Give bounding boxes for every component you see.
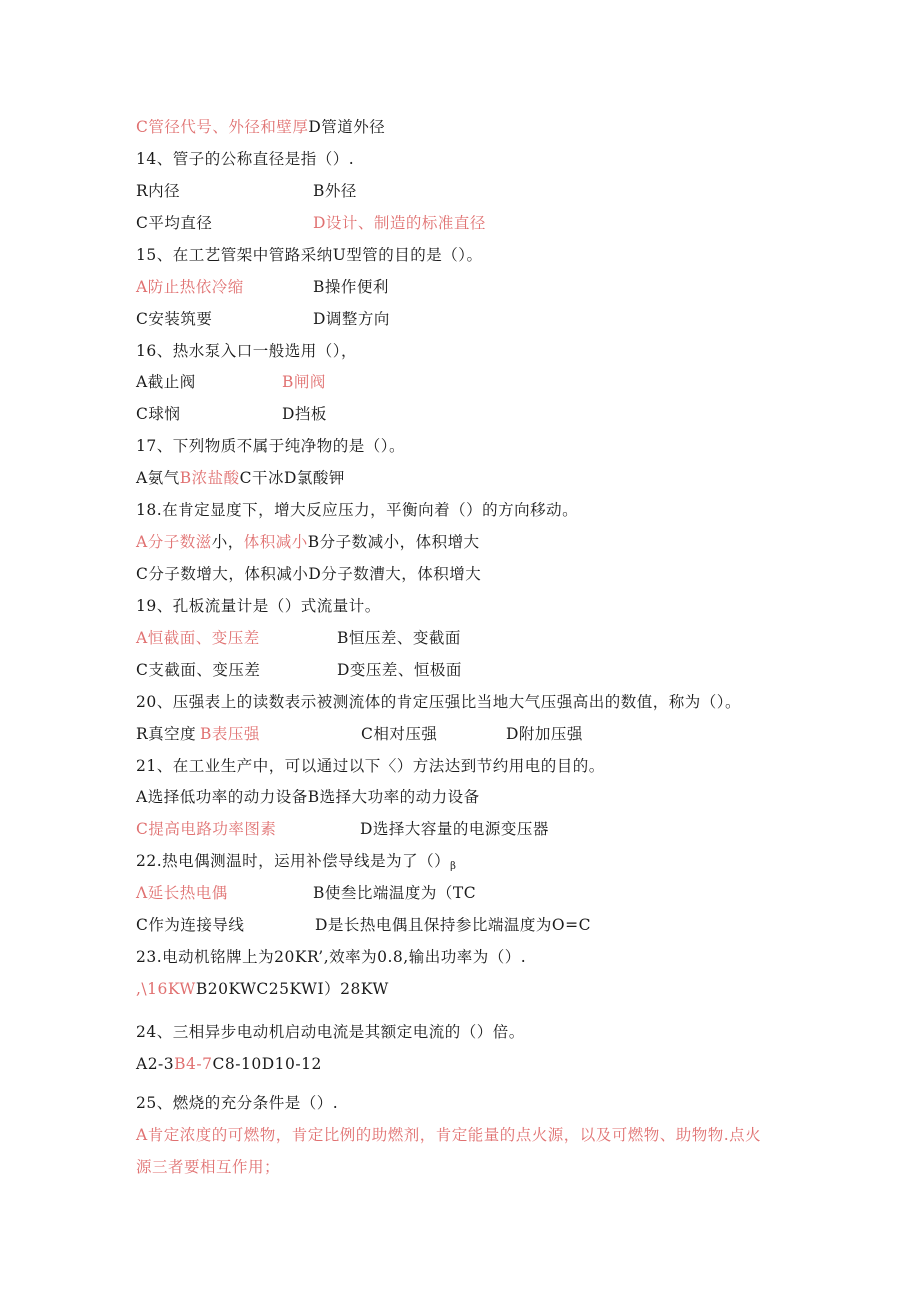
option-text: D调整方向: [313, 310, 390, 328]
question-15: [136, 245, 483, 265]
question-20: [136, 692, 741, 712]
answer-text: A分子数滋: [136, 533, 212, 551]
question-25: [136, 1093, 338, 1113]
question-22: [136, 851, 456, 877]
option-text: D选择大容量的电源变压器: [360, 820, 549, 838]
answer-text: D设计、制造的标准直径: [313, 214, 486, 232]
question-18: [136, 500, 578, 520]
option-text: R内径: [136, 182, 181, 200]
option-text: A选择低功率的动力设备B选择大功率的动力设备: [136, 788, 480, 806]
option-text: C作为连接导线: [136, 916, 245, 934]
option-text: D附加压强: [506, 725, 583, 743]
answer-text: C提高电路功率图素: [136, 820, 277, 838]
option-text: C相对压强: [361, 725, 438, 743]
answer-text: ,\16KW: [136, 980, 196, 998]
option-text: D管道外径: [308, 118, 386, 136]
question-21: [136, 756, 605, 776]
option-text: A截止阀: [136, 373, 196, 391]
answer-text: A肯定浓度的可燃物，肯定比例的助燃剂，肯定能量的点火源，以及可燃物、助物物.点火: [136, 1126, 762, 1144]
option-text: C分子数增大，体积减小D分子数漕大，体积增大: [136, 565, 482, 583]
option-text: D是长热电偶且保持参比端温度为O=C: [315, 916, 591, 934]
option-text: B操作便利: [313, 278, 389, 296]
answer-text: B浓盐酸: [179, 469, 240, 487]
option-text: C8-10D10-12: [212, 1055, 322, 1073]
options-q18-cd: [136, 564, 481, 584]
question-17: [136, 436, 405, 456]
option-text: C干冰D氯酸钾: [239, 469, 345, 487]
options-q24: [136, 1054, 322, 1074]
option-text: 小，: [211, 533, 244, 551]
option-text: B使叁比端温度为（TC: [313, 884, 477, 902]
answer-q25-line2: [136, 1157, 280, 1177]
option-text: R真空度: [136, 725, 197, 743]
answer-text: A防止热依冷缩: [136, 278, 244, 296]
options-q18-ab: [136, 532, 480, 552]
question-text: 25、燃烧的充分条件是（）.: [136, 1094, 339, 1112]
option-text: B分子数减小，体积增大: [307, 533, 480, 551]
option-text: A2-3: [136, 1055, 175, 1073]
answer-text: B表压强: [200, 725, 260, 743]
question-text: β: [450, 861, 457, 872]
option-text: D挡板: [282, 405, 327, 423]
question-text: 24、三相异步电动机启动电流是其额定电流的（）倍。: [136, 1023, 525, 1041]
option-text: C安装筑要: [136, 310, 213, 328]
question-16: [136, 341, 357, 361]
answer-q25-line1: [136, 1125, 761, 1145]
option-text: C球悯: [136, 405, 181, 423]
options-q23: [136, 979, 389, 999]
question-text: 17、下列物质不属于纯净物的是（）。: [136, 437, 405, 455]
answer-text: 源三者要相互作用；: [136, 1158, 281, 1176]
answer-text: B闸阀: [282, 373, 326, 391]
answer-text: B4-7: [174, 1055, 213, 1073]
answer-text: 体积减小: [243, 533, 308, 551]
question-text: 16、热水泵入口一般选用（），: [136, 342, 357, 360]
option-text: C平均直径: [136, 214, 213, 232]
options-q17: [136, 468, 345, 488]
question-14: [136, 149, 354, 169]
question-text: 19、孔板流量计是（）式流量计。: [136, 597, 381, 615]
option-text: C支截面、变压差: [136, 661, 261, 679]
option-text: B20KWC25KWI）28KW: [195, 980, 389, 998]
option-text: A氨气: [136, 469, 180, 487]
question-text: 21、在工业生产中，可以通过以下〈）方法达到节约用电的目的。: [136, 757, 605, 775]
option-text: D变压差、恒极面: [337, 661, 462, 679]
question-text: 14、管子的公称直径是指（）.: [136, 150, 355, 168]
option-text: B恒压差、变截面: [337, 629, 461, 647]
question-text: 20、压强表上的读数表示被测流体的肯定压强比当地大气压强高出的数值，称为（）。: [136, 693, 741, 711]
options-q21-ab: [136, 787, 480, 807]
question-24: [136, 1022, 525, 1042]
answer-text: Λ延长热电偶: [136, 884, 228, 902]
question-19: [136, 596, 381, 616]
question-text: 23.电动机铭牌上为20KR’,效率为0.8,输出功率为（）.: [136, 948, 527, 966]
answer-text: C管径代号、外径和壁厚: [136, 118, 309, 136]
question-text: 15、在工艺管架中管路采纳U型管的目的是（）。: [136, 246, 483, 264]
question-text: 22.热电偶测温时，运用补偿导线是为了（）: [136, 852, 451, 870]
question-text: 18.在肯定显度下，增大反应压力，平衡向着（）的方向移动。: [136, 501, 579, 519]
line-c-option-q13: [136, 117, 385, 137]
option-text: B外径: [313, 182, 357, 200]
answer-text: A恒截面、变压差: [136, 629, 260, 647]
question-23: [136, 947, 526, 967]
